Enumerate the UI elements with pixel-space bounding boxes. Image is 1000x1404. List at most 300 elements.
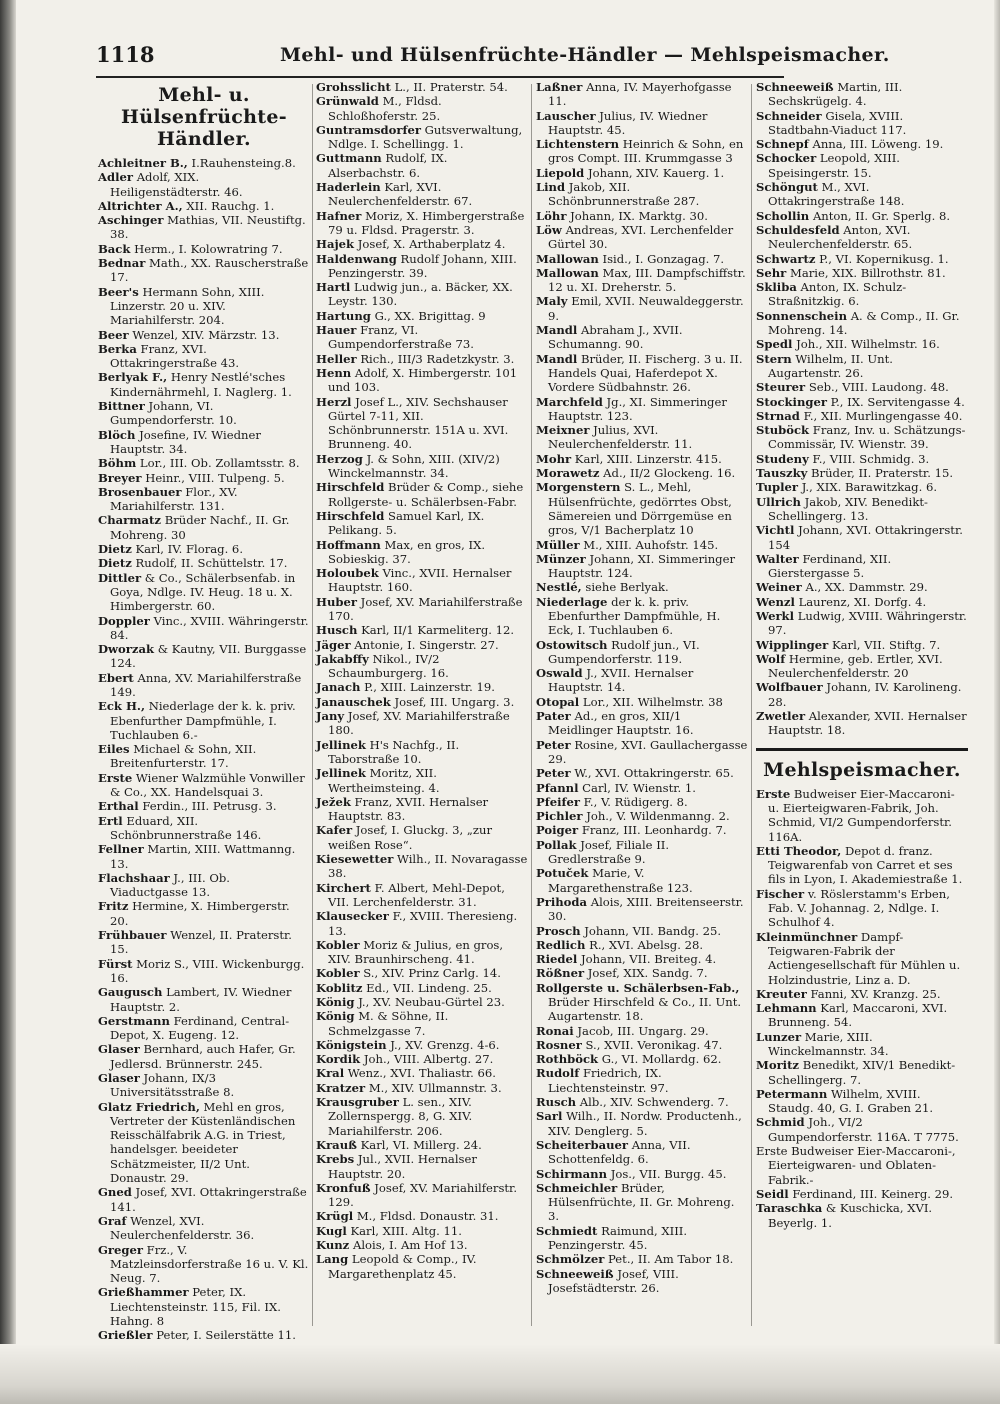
entry-name: Scheiterbauer: [536, 1137, 629, 1152]
directory-entry: [536, 109, 748, 138]
entry-name: Zwetler: [756, 709, 806, 724]
entry-details: Marie, V. Margarethenstraße 123.: [548, 866, 693, 895]
directory-entry: [756, 395, 968, 409]
entry-details: Alois, I. Am Hof 13.: [352, 1238, 468, 1253]
directory-entry: [316, 709, 528, 738]
column-divider: [312, 84, 313, 1326]
entry-details: J., XVII. Hernalser Hauptstr. 14.: [548, 666, 694, 695]
directory-entry: [316, 1038, 528, 1052]
entry-name: Schmiedt: [536, 1223, 598, 1238]
directory-entry: [756, 137, 968, 151]
entry-name: Wolfbauer: [756, 680, 823, 695]
entry-name: Hoffmann: [316, 537, 381, 552]
entry-details: Pet., II. Am Tabor 18.: [608, 1252, 734, 1267]
entry-details: A. & Comp., II. Gr. Mohreng. 14.: [768, 308, 960, 338]
entry-details: M., Fldsd. Schloßhoferstr. 25.: [328, 94, 442, 123]
entry-details: Franz, XVI. Ottakringerstraße 43.: [110, 341, 240, 371]
entry-name: Jellinek: [316, 737, 366, 752]
entry-name: Mallowan: [536, 265, 599, 280]
directory-entry: [756, 280, 968, 309]
entry-details: Wilh., II. Novaragasse 38.: [328, 852, 528, 881]
entry-details: Rosine, XVI. Gaullachergasse 29.: [548, 737, 748, 766]
entry-list: [756, 787, 968, 1230]
entry-details: F., V. Rüdigerg. 8.: [583, 794, 688, 809]
entry-details: Peter, I. Seilerstätte 11.: [156, 1328, 296, 1343]
entry-name: Morgenstern: [536, 480, 621, 495]
directory-entry: [536, 738, 748, 767]
entry-name: Poiger: [536, 823, 579, 838]
directory-entry: [756, 652, 968, 681]
entry-name: Erste: [98, 770, 133, 785]
entry-name: Guttmann: [316, 151, 382, 166]
entry-details: Depot d. franz. Teigwarenfab von Carret et ses fils in Lyon, I. Akademiestraße 1.: [768, 843, 963, 887]
entry-name: Oswald: [536, 666, 583, 681]
directory-entry: [536, 638, 748, 667]
entry-name: Achleitner B.,: [98, 156, 188, 170]
entry-name: Dworzak: [98, 642, 155, 657]
entry-details: S., XIV. Prinz Carlg. 14.: [363, 966, 501, 981]
entry-details: Joh., VIII. Albertg. 27.: [363, 1052, 494, 1067]
directory-entry: [536, 252, 748, 266]
directory-entry: [756, 266, 968, 280]
directory-entry: [98, 370, 310, 399]
directory-entry: [316, 1066, 528, 1080]
entry-details: Peter, IX. Liechtensteinstr. 115, Fil. IX. Hahng. 8: [110, 1285, 281, 1329]
entry-name: Rusch: [536, 1095, 577, 1110]
directory-entry: [316, 1209, 528, 1223]
entry-name: Schocker: [756, 151, 817, 166]
entry-details: Adolf, XIX. Heiligenstädterstr. 46.: [110, 170, 243, 199]
entry-details: Laurenz, XI. Dorfg. 4.: [798, 594, 927, 609]
directory-entry: [98, 1285, 310, 1328]
directory-entry: [536, 1066, 748, 1095]
entry-name: Pollak: [536, 837, 577, 852]
directory-entry: [316, 366, 528, 395]
entry-name: Schuldesfeld: [756, 222, 840, 237]
entry-details: F., VIII. Schmidg. 3.: [812, 451, 930, 466]
directory-entry: [536, 538, 748, 552]
entry-name: Meixner: [536, 423, 590, 438]
entry-name: Otopal: [536, 694, 580, 709]
directory-entry: [536, 866, 748, 895]
entry-details: Hermann Sohn, XIII. Linzerstr. 20 u. XIV. Mariahilferstr. 204.: [110, 284, 265, 328]
entry-details: Jos., VII. Burgg. 45.: [610, 1166, 727, 1181]
entry-details: Brüder Nachf., II. Gr. Mohreng. 30: [110, 513, 290, 542]
directory-entry: [316, 480, 528, 509]
entry-name: Haldenwang: [316, 251, 397, 266]
directory-entry: [316, 180, 528, 209]
directory-entry: [756, 930, 968, 987]
entry-details: Joh., XII. Wilhelmstr. 16.: [796, 337, 940, 352]
directory-entry: [536, 952, 748, 966]
directory-entry: [98, 342, 310, 371]
running-title: Mehl- und Hülsenfrüchte-Händler — Mehlspeismacher.: [280, 44, 890, 66]
entry-details: Franz, III. Leonhardg. 7.: [581, 823, 727, 838]
entry-details: J., XIX. Barawitzkag. 6.: [801, 480, 938, 495]
entry-details: Josef L., XIV. Sechshauser Gürtel 7-11, XII. Schönbrunnerstr. 151A u. XVI. Brunneng. 40.: [328, 394, 509, 452]
directory-entry: [98, 556, 310, 570]
entry-details: P., VI. Kopernikusg. 1.: [819, 251, 949, 266]
entry-details: Marie, XIII. Winckelmannstr. 34.: [768, 1029, 889, 1058]
entry-details: I.Rauhensteing.8.: [191, 156, 296, 170]
entry-name: Erthal: [98, 799, 139, 814]
directory-entry: [316, 909, 528, 938]
entry-name: Kordik: [316, 1052, 361, 1067]
directory-entry: [536, 838, 748, 867]
entry-name: Holoubek: [316, 566, 379, 581]
directory-entry: [536, 223, 748, 252]
directory-entry: [756, 495, 968, 524]
entry-name: Brosenbauer: [98, 484, 182, 499]
directory-entry: [98, 285, 310, 328]
directory-entry: [756, 309, 968, 338]
entry-name: Pater: [536, 709, 571, 724]
entry-name: Potuček: [536, 866, 589, 881]
entry-name: Weiner: [756, 580, 802, 595]
directory-entry: [98, 928, 310, 957]
entry-details: Karl, IV. Florag. 6.: [135, 542, 243, 557]
entry-name: Kiesewetter: [316, 852, 394, 867]
entry-name: König: [316, 1009, 355, 1024]
entry-details: Josef, VIII. Josefstädterstr. 26.: [548, 1266, 679, 1295]
directory-entry: [536, 294, 748, 323]
directory-entry: [756, 1144, 968, 1187]
entry-details: Joh., V. Wildenmanng. 2.: [586, 809, 730, 824]
entry-details: Karl, XVI. Neulerchenfelderstr. 67.: [328, 180, 473, 209]
directory-entry: [98, 242, 310, 256]
entry-name: Kronfuß: [316, 1180, 371, 1195]
entry-details: Hermine, X. Himbergerstr. 20.: [110, 899, 290, 928]
entry-name: Hirschfeld: [316, 508, 385, 523]
entry-name: Ertl: [98, 813, 123, 828]
directory-entry: [98, 957, 310, 986]
entry-details: Mehl en gros, Vertreter der Küstenländischen Reisschälfabrik A.G. in Triest, handelsger. beeideter Schätzmeister, II/2 Unt. Donaustr. 29.: [110, 1099, 296, 1186]
directory-entry: [756, 80, 968, 109]
directory-entry: [98, 742, 310, 771]
directory-entry: [536, 1224, 748, 1253]
entry-details: Franz, Inv. u. Schätzungs-Commissär, IV. Wienstr. 39.: [768, 423, 966, 452]
entry-details: Moriz & Julius, en gros, XIV. Braunhirscheng. 41.: [328, 937, 504, 967]
entry-name: Ebert: [98, 670, 134, 685]
entry-details: Josef, XIX. Sandg. 7.: [587, 966, 708, 981]
directory-entry: [316, 938, 528, 967]
directory-entry: [316, 1224, 528, 1238]
entry-name: Schöngut: [756, 180, 818, 195]
directory-entry: [536, 966, 748, 980]
entry-name: Greger: [98, 1242, 143, 1257]
directory-entry: [756, 638, 968, 652]
entry-name: Rößner: [536, 966, 585, 981]
entry-details: Ferdin., III. Petrusg. 3.: [142, 799, 277, 814]
directory-entry: [756, 680, 968, 709]
entry-details: Karl, XIII. Altg. 11.: [350, 1223, 462, 1238]
entry-details: Wiener Walzmühle Vonwiller & Co., XX. Handelsquai 3.: [110, 770, 305, 800]
entry-name: Jellinek: [316, 766, 366, 781]
directory-entry: [316, 995, 528, 1009]
entry-name: Morawetz: [536, 466, 600, 481]
entry-details: Carl, IV. Wienstr. 1.: [582, 780, 696, 795]
entry-name: Krauß: [316, 1137, 357, 1152]
entry-name: Werkl: [756, 608, 794, 623]
entry-details: Frz., V. Matzleinsdorferstraße 16 u. V. Kl. Neug. 7.: [110, 1242, 309, 1286]
entry-details: Friedrich, IX. Liechtensteinstr. 97.: [548, 1066, 669, 1095]
directory-entry: [536, 209, 748, 223]
entry-name: Schollin: [756, 208, 810, 223]
entry-name: Walter: [756, 551, 799, 566]
entry-details: M., XIII. Auhofstr. 145.: [583, 537, 719, 552]
entry-details: Wenzel, II. Praterstr. 15.: [110, 928, 292, 957]
entry-name: Steurer: [756, 380, 806, 395]
entry-details: Moriz S., VIII. Wickenburgg. 16.: [110, 956, 305, 985]
directory-entry: [756, 1001, 968, 1030]
directory-entry: [98, 1014, 310, 1043]
entry-details: Anna, IV. Mayerhofgasse 11.: [548, 80, 732, 109]
directory-entry: [756, 180, 968, 209]
entry-name: Peter: [536, 737, 571, 752]
entry-name: Lang: [316, 1252, 349, 1267]
directory-entry: [98, 542, 310, 556]
entry-details: Franz, XVII. Hernalser Hauptstr. 83.: [328, 794, 489, 824]
entry-name: Rosner: [536, 1037, 582, 1052]
directory-entry: [756, 409, 968, 423]
entry-name: Peter: [536, 766, 571, 781]
section-title: Mehl- u. Hülsenfrüchte-Händler.: [121, 84, 287, 150]
entry-name: Lind: [536, 180, 566, 195]
directory-entry: [756, 466, 968, 480]
entry-details: Heinr., VIII. Tulpeng. 5.: [145, 470, 285, 485]
entry-name: Krausgruber: [316, 1095, 399, 1110]
entry-name: Böhm: [98, 456, 137, 471]
column-2: [316, 80, 528, 1281]
directory-entry: [756, 380, 968, 394]
entry-name: Fürst: [98, 956, 133, 971]
entry-name: Dittler: [98, 570, 142, 585]
entry-name: Kafer: [316, 823, 353, 838]
entry-name: Beer's: [98, 284, 139, 299]
directory-entry: [536, 695, 748, 709]
directory-entry: [316, 1052, 528, 1066]
entry-name: Herzog: [316, 451, 363, 466]
entry-details: Anna, VII. Schottenfeldg. 6.: [548, 1137, 691, 1167]
entry-name: Sehr: [756, 265, 787, 280]
directory-entry: [316, 823, 528, 852]
directory-entry: [98, 256, 310, 285]
entry-details: G., VI. Mollardg. 62.: [601, 1052, 722, 1067]
entry-name: Frühbauer: [98, 928, 167, 943]
directory-entry: [98, 199, 310, 213]
entry-name: Krebs: [316, 1152, 355, 1167]
entry-list: [756, 80, 968, 738]
entry-details: W., XVI. Ottakringerstr. 65.: [574, 766, 734, 781]
directory-entry: [98, 614, 310, 643]
entry-details: J. & Sohn, XIII. (XIV/2) Winckelmannstr. 34.: [328, 451, 500, 481]
entry-details: Karl, Maccaroni, XVI. Brunneng. 54.: [768, 1001, 948, 1030]
entry-name: Moritz: [756, 1058, 800, 1073]
entry-name: Doppler: [98, 613, 150, 628]
entry-details: Dampf-Teigwaren-Fabrik der Actiengesellschaft für Mühlen u. Holzindustrie, Linz a. D.: [768, 929, 961, 987]
entry-name: Wenzl: [756, 594, 795, 609]
entry-details: Karl, XIII. Linzerstr. 415.: [574, 451, 722, 466]
entry-name: Löhr: [536, 208, 567, 223]
directory-entry: [536, 552, 748, 581]
directory-entry: [536, 666, 748, 695]
entry-name: Heller: [316, 351, 357, 366]
directory-entry: [98, 328, 310, 342]
directory-entry: [756, 523, 968, 552]
entry-name: Graf: [98, 1213, 127, 1228]
entry-details: Bernhard, auch Hafer, Gr. Jedlersd. Brünnerstr. 245.: [110, 1042, 296, 1071]
directory-entry: [536, 1138, 748, 1167]
directory-entry: [536, 1181, 748, 1224]
entry-details: Herm., I. Kolowratring 7.: [134, 241, 283, 256]
entry-details: Benedikt, XIV/1 Benedikt-Schellingerg. 7.: [768, 1058, 956, 1087]
entry-details: Jacob, III. Ungarg. 29.: [577, 1023, 709, 1038]
directory-entry: [98, 513, 310, 542]
directory-entry: [756, 709, 968, 738]
entry-details: Martin, XIII. Wattmanng. 13.: [110, 842, 296, 871]
entry-name: Flachshaar: [98, 870, 170, 885]
entry-details: F. Albert, Mehl-Depot, VII. Lerchenfelderstr. 31.: [328, 880, 505, 909]
entry-name: Haderlein: [316, 180, 381, 195]
entry-name: Spedl: [756, 337, 793, 352]
entry-details: S., XVII. Veronikag. 47.: [585, 1037, 723, 1052]
directory-entry: [536, 1038, 748, 1052]
directory-entry: [536, 709, 748, 738]
entry-name: Grohsslicht: [316, 80, 391, 94]
entry-details: Brüder Hirschfeld & Co., II. Unt. Augartenstr. 18.: [548, 995, 742, 1024]
entry-name: Schneider: [756, 108, 822, 123]
entry-name: Berlyak F.,: [98, 370, 168, 385]
directory-entry: [98, 671, 310, 700]
entry-name: Pichler: [536, 809, 583, 824]
entry-name: Kobler: [316, 937, 360, 952]
directory-entry: [536, 1267, 748, 1296]
directory-entry: [756, 452, 968, 466]
entry-name: Glatz Friedrich,: [98, 1099, 200, 1114]
directory-entry: [98, 842, 310, 871]
entry-name: Prihoda: [536, 894, 588, 909]
directory-entry: [536, 80, 748, 109]
entry-name: Fritz: [98, 899, 129, 914]
entry-name: Königstein: [316, 1037, 387, 1052]
directory-entry: [756, 1087, 968, 1116]
directory-entry: [756, 423, 968, 452]
entry-name: Schwartz: [756, 251, 816, 266]
entry-details: Math., XX. Rauscherstraße 17.: [110, 256, 309, 285]
directory-entry: [98, 1185, 310, 1214]
entry-name: Gned: [98, 1185, 132, 1200]
entry-details: H's Nachfg., II. Taborstraße 10.: [328, 737, 460, 766]
entry-details: Raimund, XIII. Penzingerstr. 45.: [548, 1223, 688, 1253]
entry-name: Tupler: [756, 480, 798, 495]
directory-entry: [756, 609, 968, 638]
entry-name: Skliba: [756, 280, 797, 295]
directory-entry: [536, 1024, 748, 1038]
directory-entry: [316, 309, 528, 323]
entry-details: Ferdinand, Central-Depot, X. Eugeng. 12.: [110, 1013, 290, 1043]
entry-name: Husch: [316, 623, 358, 638]
entry-name: Maly: [536, 294, 568, 309]
directory-entry: [98, 1214, 310, 1243]
directory-entry: [536, 166, 748, 180]
entry-details: Brüder, II. Fischerg. 3 u. II. Handels Quai, Haferdepot X. Vordere Südbahnstr. 26.: [548, 351, 743, 395]
entry-details: L. sen., XIV. Zollernspergg. 8, G. XIV. Mariahilferstr. 206.: [328, 1095, 473, 1138]
directory-entry: [316, 1181, 528, 1210]
entry-details: Josef, X. Arthaberplatz 4.: [357, 237, 506, 252]
page-shadow-bottom: [0, 1344, 1000, 1404]
page-shadow-left: [0, 0, 16, 1404]
directory-entry: [756, 1030, 968, 1059]
entry-details: Moritz, XII. Wertheimsteing. 4.: [328, 766, 440, 795]
entry-name: Dietz: [98, 542, 132, 557]
directory-entry: [316, 1081, 528, 1095]
entry-details: S. L., Mehl, Hülsenfrüchte, gedörrtes Obst, Sämereien und Dörrgemüse en gros, V/1 Bacherplatz 10: [548, 480, 732, 538]
entry-details: J., XV. Grenzg. 4-6.: [390, 1037, 500, 1052]
entry-details: Anton, XVI. Neulerchenfelderstr. 65.: [768, 222, 913, 252]
directory-entry: [316, 766, 528, 795]
directory-entry: [536, 323, 748, 352]
entry-name: Schmid: [756, 1115, 805, 1130]
entry-details: Josef, XV. Mariahilferstr. 129.: [328, 1180, 518, 1210]
directory-entry: [316, 1009, 528, 1038]
entry-details: Brüder, Hülsenfrüchte, II. Gr. Mohreng. 3.: [548, 1180, 735, 1224]
entry-details: Anton, II. Gr. Sperlg. 8.: [812, 208, 951, 223]
entry-details: Brüder & Comp., siehe Rollgerste- u. Schälerbsen-Fabr.: [328, 480, 524, 509]
entry-name: Münzer: [536, 551, 586, 566]
entry-name: Eiles: [98, 742, 130, 757]
column-4: [756, 80, 968, 1230]
directory-entry: [756, 552, 968, 581]
entry-details: Wenzel, XVI. Neulerchenfelderstr. 36.: [110, 1213, 255, 1243]
entry-name: Jany: [316, 709, 345, 724]
directory-entry: [536, 809, 748, 823]
entry-name: Erste: [756, 786, 791, 801]
entry-details: Alb., XIV. Schwenderg. 7.: [579, 1095, 729, 1110]
entry-details: Lor., III. Ob. Zollamtsstr. 8.: [139, 456, 300, 471]
directory-entry: [316, 452, 528, 481]
entry-name: Grießhammer: [98, 1285, 189, 1300]
entry-name: Grünwald: [316, 94, 379, 109]
entry-name: Guntramsdorfer: [316, 122, 421, 137]
directory-entry: [536, 180, 748, 209]
entry-details: Samuel Karl, IX. Pelikang. 5.: [328, 508, 485, 538]
directory-entry: [536, 924, 748, 938]
entry-name: Stern: [756, 351, 792, 366]
directory-entry: [316, 1252, 528, 1281]
entry-details: Andreas, XVI. Lerchenfelder Gürtel 30.: [548, 222, 734, 252]
entry-details: M., XVI. Ottakringerstraße 148.: [768, 180, 905, 209]
entry-details: Rich., III/3 Radetzkystr. 3.: [360, 351, 515, 366]
entry-name: Liepold: [536, 165, 585, 180]
entry-name: Nestlé,: [536, 580, 582, 595]
entry-name: Schnepf: [756, 137, 809, 152]
directory-entry: [316, 652, 528, 681]
directory-entry: [316, 1138, 528, 1152]
directory-entry: [536, 1095, 748, 1109]
directory-entry: [98, 799, 310, 813]
directory-entry: [756, 1201, 968, 1230]
entry-name: Huber: [316, 594, 357, 609]
directory-entry: [536, 466, 748, 480]
entry-name: Löw: [536, 222, 562, 237]
directory-entry: [98, 899, 310, 928]
directory-entry: [316, 795, 528, 824]
entry-details: Rudolf jun., VI. Gumpendorferstr. 119.: [548, 637, 700, 666]
directory-entry: [98, 1243, 310, 1286]
directory-entry: [316, 623, 528, 637]
entry-details: Hermine, geb. Ertler, XVI. Neulerchenfelderstr. 20: [768, 651, 943, 681]
entry-details: M., Fldsd. Donaustr. 31.: [356, 1209, 499, 1224]
